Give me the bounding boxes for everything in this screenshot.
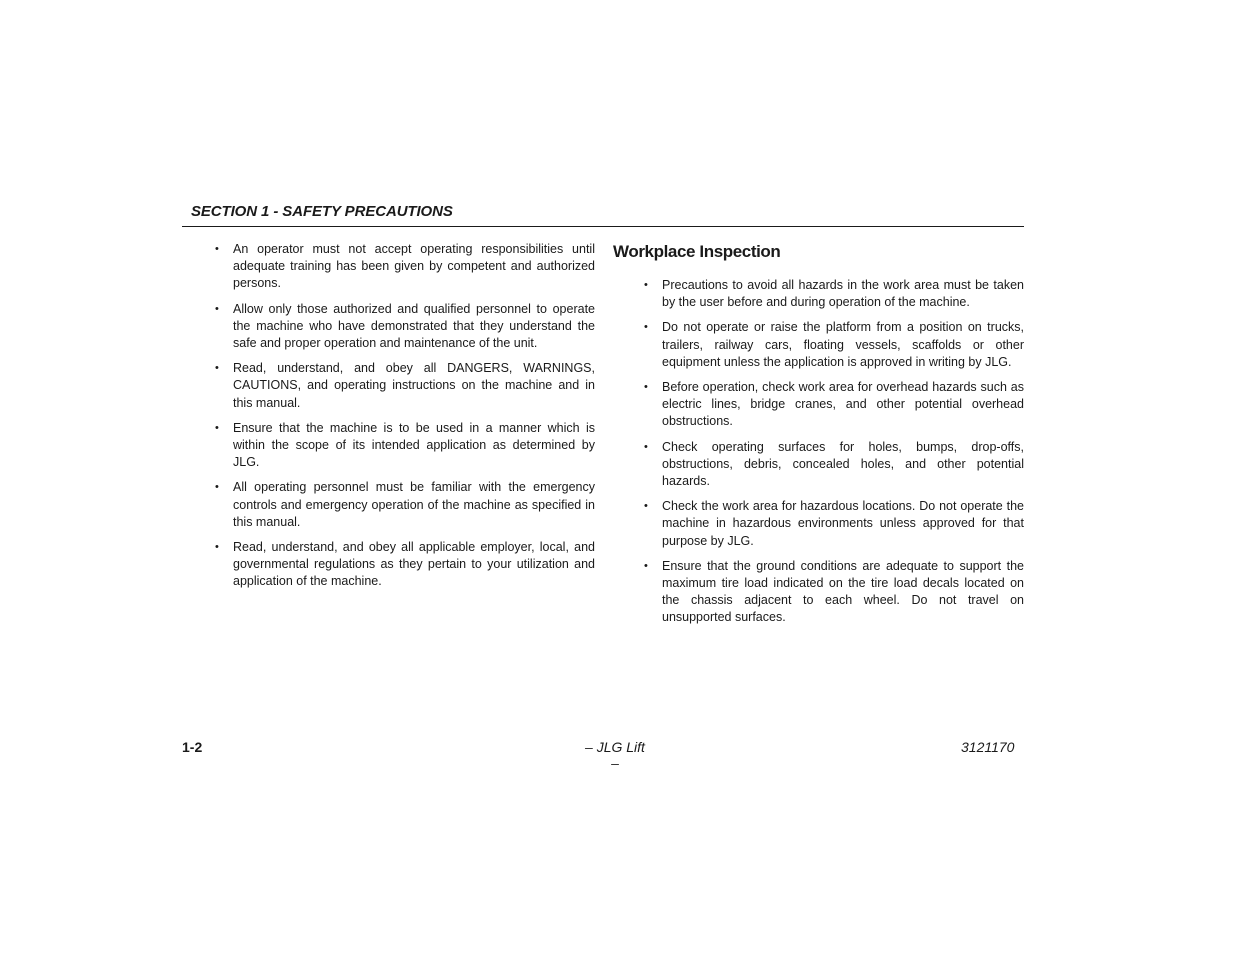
footer-brand: – JLG Lift –: [585, 739, 645, 771]
list-item-text: Check operating surfaces for holes, bumps, drop-offs, obstructions, debris, concealed holes, and other potential hazards.: [662, 439, 1024, 489]
bullet-icon: •: [644, 279, 648, 291]
section-header: SECTION 1 - SAFETY PRECAUTIONS: [191, 203, 453, 220]
list-item-text: Allow only those authorized and qualified personnel to operate the machine who have demonstrated that they understand the safe and proper operation and maintenance of the unit.: [233, 301, 595, 351]
list-item-text: Precautions to avoid all hazards in the work area must be taken by the user before and during operation of the machine.: [662, 278, 1024, 310]
bullet-icon: •: [215, 541, 219, 554]
list-item-text: Read, understand, and obey all DANGERS, WARNINGS, CAUTIONS, and operating instructions on the machine and in this manual.: [233, 361, 595, 410]
bullet-icon: •: [644, 500, 648, 513]
bullet-icon: •: [644, 381, 648, 394]
page-number: 1-2: [182, 739, 203, 755]
bullet-icon: •: [215, 481, 219, 494]
bullet-icon: •: [644, 321, 648, 334]
left-bullet-list: [215, 241, 595, 591]
bullet-icon: •: [215, 243, 219, 255]
list-item-text: Ensure that the ground conditions are adequate to support the maximum tire load indicated on the tire load decals located on the chassis adjacent to each wheel. Do not travel on unsupported surfaces.: [662, 558, 1024, 625]
list-item: [215, 301, 595, 353]
list-item: [644, 439, 1024, 491]
bullet-icon: •: [644, 559, 648, 572]
list-item: [644, 558, 1024, 627]
list-item: [215, 241, 595, 293]
right-column: [613, 241, 1024, 635]
list-item-text: Ensure that the machine is to be used in a manner which is within the scope of its intended application as determined by JLG.: [233, 420, 595, 470]
list-item-text: All operating personnel must be familiar with the emergency controls and emergency operation of the machine as specified in this manual.: [233, 480, 595, 529]
list-item: [644, 319, 1024, 371]
bullet-icon: •: [215, 421, 219, 434]
workplace-inspection-title: Workplace Inspection: [613, 242, 781, 261]
list-item-text: Check the work area for hazardous locations. Do not operate the machine in hazardous environments unless approved for that purpose by JLG.: [662, 499, 1024, 548]
list-item: [215, 479, 595, 531]
bullet-icon: •: [215, 362, 219, 375]
list-item: [215, 539, 595, 591]
list-item: [644, 498, 1024, 550]
bullet-icon: •: [215, 302, 219, 315]
header-rule: [182, 226, 1024, 227]
list-item-text: Before operation, check work area for overhead hazards such as electric lines, bridge cranes, and other potential overhead obstructions.: [662, 380, 1024, 429]
list-item-text: Do not operate or raise the platform from a position on trucks, trailers, railway cars, floating vessels, scaffolds or other equipment unless the application is approved in writing by JLG.: [662, 320, 1024, 369]
list-item-text: An operator must not accept operating responsibilities until adequate training has been given by competent and authorized persons.: [233, 242, 595, 291]
list-item: [644, 379, 1024, 431]
list-item: [644, 277, 1024, 311]
bullet-icon: •: [644, 440, 648, 453]
right-bullet-list: [644, 277, 1024, 627]
list-item: [215, 420, 595, 472]
list-item-text: Read, understand, and obey all applicable employer, local, and governmental regulations as they pertain to your utilization and application of the machine.: [233, 540, 595, 589]
list-item: [215, 360, 595, 412]
left-column: [215, 241, 595, 599]
document-number: 3121170: [961, 739, 1015, 755]
